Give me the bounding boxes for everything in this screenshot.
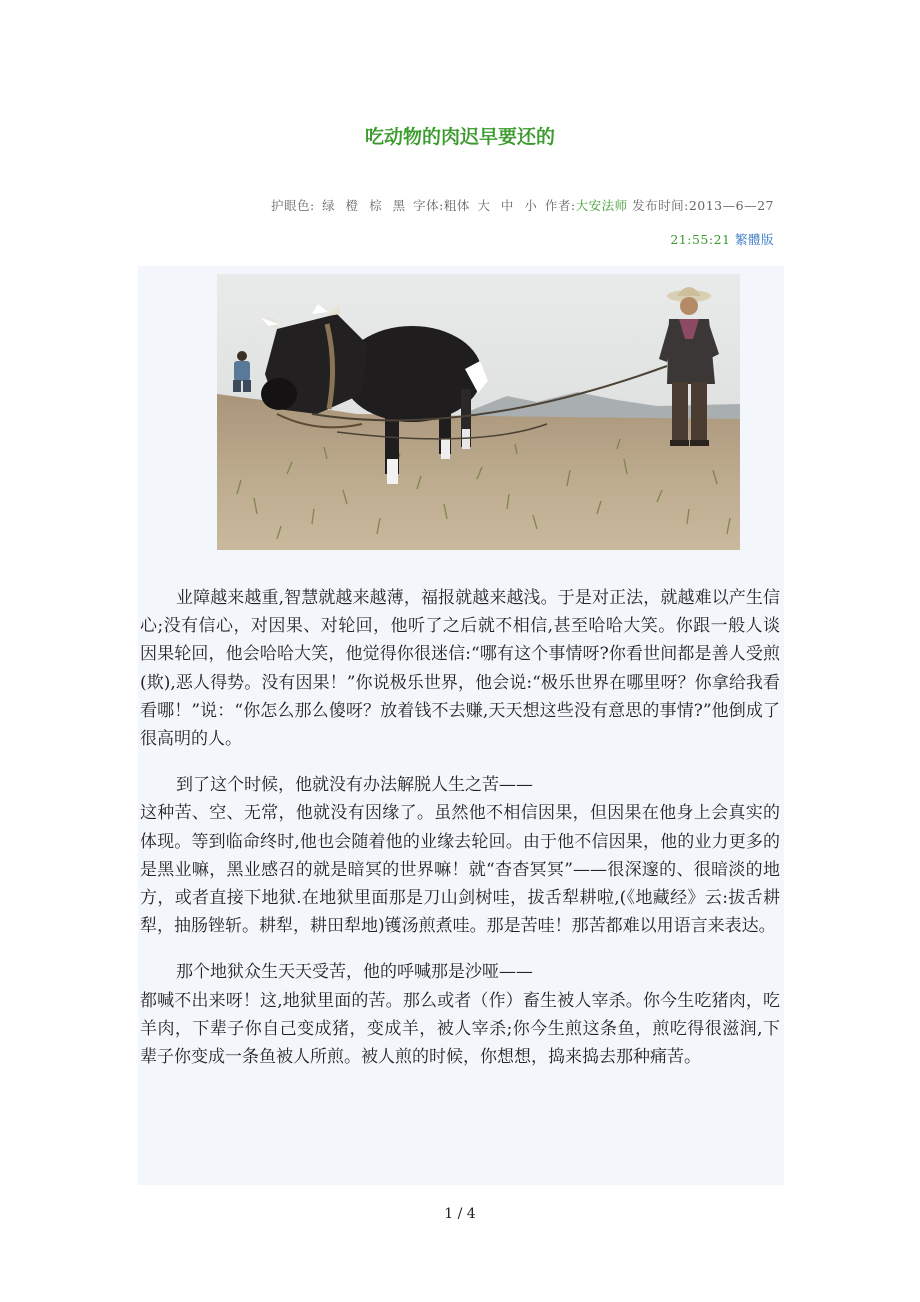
eye-color-green-link[interactable]: 绿 [322,198,336,213]
author-link[interactable]: 大安法师 [575,198,628,213]
article-title: 吃动物的肉迟早要还的 [364,126,555,148]
paragraph-1: 业障越来越重,智慧就越来越薄，福报就越来越浅。于是对正法，就越难以产生信心;没有信心，对因果、对轮回，他听了之后就不相信,甚至哈哈大笑。你跟一般人谈因果轮回，他会哈哈大笑，他觉得你很迷信:“哪有这个事情呀?你看世间都是善人受煎(欺),恶人得势。没有因果！”你说极乐世界，他会说:“极乐世界在哪里呀？你拿给我看看哪！”说：“你怎么那么傻呀？放着钱不去赚,天天想这些没有意思的事情?”他倒成了很高明的人。 [140,588,780,750]
paragraph-2 [140,771,780,940]
page-indicator: 1 / 4 [444,1206,476,1222]
font-bold-link[interactable]: 粗体 [443,198,470,213]
paragraph-2-lead: 到了这个时候，他就没有办法解脱人生之苦—— [176,775,533,796]
date-label: 发布时间: [632,198,689,213]
eye-color-brown-link[interactable]: 棕 [369,198,383,213]
article-meta-line2 [134,230,774,248]
font-medium-link[interactable]: 中 [500,198,514,213]
article-content [138,266,784,1185]
cow-plowing-photo [217,274,740,550]
paragraph-2-body: 这种苦、空、无常，他就没有因缘了。虽然他不相信因果，但因果在他身上会真实的体现。等到临命终时,他也会随着他的业缘去轮回。由于他不信因果，他的业力更多的是黑业嘛，黑业感召的就是暗冥的世界嘛！就“杳杳冥冥”——很深邃的、很暗淡的地方，或者直接下地狱.在地狱里面那是刀山剑树哇，拔舌犁耕啦,(《地藏经》云:拔舌耕犁，抽肠锉斩。耕犁，耕田犁地)镬汤煎煮哇。那是苦哇！那苦都难以用语言来表达。 [140,803,780,937]
publish-time: 21:55:21 [670,232,731,247]
article-photo [217,274,740,550]
eye-color-orange-link[interactable]: 橙 [345,198,359,213]
paragraph-3-body: 都喊不出来呀！这,地狱里面的苦。那么或者（作）畜生被人宰杀。你今生吃猪肉，吃羊肉，下辈子你自己变成猪，变成羊，被人宰杀;你今生煎这条鱼，煎吃得很滋润,下辈子你变成一条鱼被人所煎。被人煎的时候，你想想，捣来捣去那种痛苦。 [140,990,780,1068]
font-label: 字体: [413,198,444,213]
publish-date: 2013—6—27 [688,198,774,213]
eye-color-black-link[interactable]: 黑 [392,198,406,213]
paragraph-3 [140,958,780,1071]
font-small-link[interactable]: 小 [524,198,538,213]
traditional-chinese-link[interactable]: 繁體版 [734,232,774,247]
eye-color-label: 护眼色: [270,198,315,213]
author-label: 作者: [544,198,576,213]
font-large-link[interactable]: 大 [477,198,491,213]
paragraph-3-lead: 那个地狱众生天天受苦，他的呼喊那是沙哑—— [176,962,533,983]
article-meta [134,196,774,214]
article-body [140,584,780,1089]
